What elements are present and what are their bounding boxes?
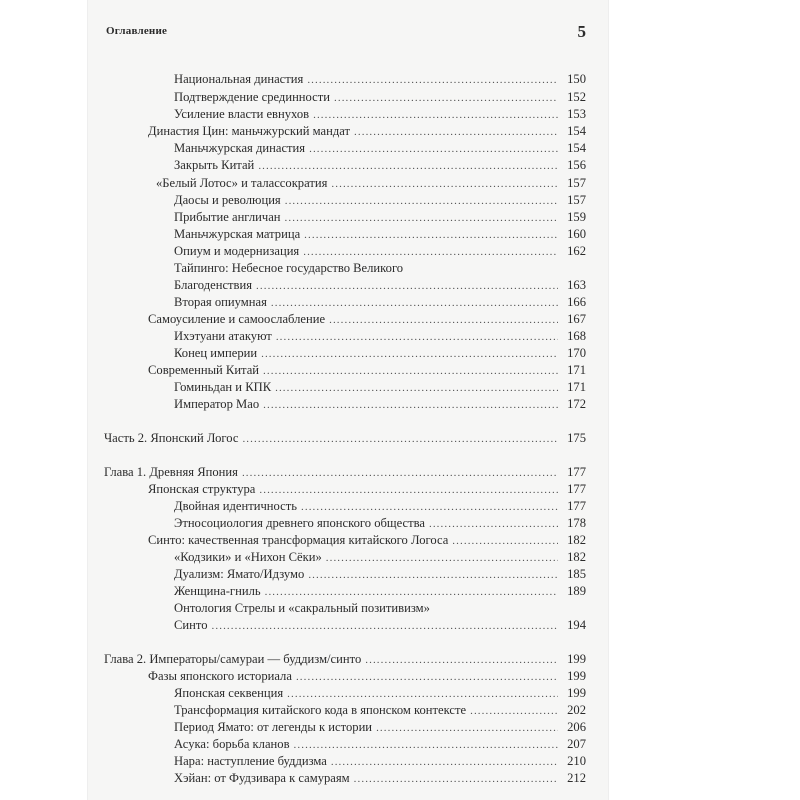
- toc-entry-title: Трансформация китайского кода в японском контексте: [174, 703, 467, 717]
- toc-leader: [294, 737, 558, 753]
- toc-entry: [174, 736, 586, 753]
- toc-entry-title: Этносоциология древнего японского общества: [174, 516, 425, 530]
- toc-entry: [148, 123, 586, 140]
- toc-entry-title: Маньчжурская династия: [174, 141, 306, 155]
- toc-leader: [212, 618, 558, 634]
- toc-entry: [174, 226, 586, 243]
- toc-entry-page: 207: [567, 737, 586, 751]
- toc-entry: [174, 600, 586, 616]
- toc-entry: [174, 583, 586, 600]
- toc-entry: [174, 515, 586, 532]
- toc-entry: [174, 260, 586, 276]
- toc-entry-title: Закрыть Китай: [174, 158, 255, 172]
- toc-entry-page: 160: [567, 227, 586, 241]
- toc-entry-title: Онтология Стрелы и «сакральный позитивизм»: [174, 601, 430, 615]
- toc-leader: [301, 499, 558, 515]
- toc-entry-page: 154: [567, 141, 586, 155]
- toc-entry-page: 206: [567, 720, 586, 734]
- toc-entry-title: Конец империи: [174, 346, 258, 360]
- toc-entry-page: 189: [567, 584, 586, 598]
- toc-leader: [256, 278, 558, 294]
- toc-entry: [148, 362, 586, 379]
- toc-entry-page: 212: [567, 771, 586, 785]
- toc-entry-page: 171: [567, 363, 586, 377]
- toc-entry: [174, 719, 586, 736]
- toc-chapter-entry: [104, 464, 586, 481]
- toc-leader: [452, 533, 558, 549]
- toc-leader: [263, 363, 558, 379]
- toc-leader: [326, 550, 558, 566]
- toc-entry-page: 157: [567, 193, 586, 207]
- toc-entry: [156, 175, 586, 192]
- toc-leader: [259, 482, 558, 498]
- toc-entry-title: Вторая опиумная: [174, 295, 267, 309]
- toc-entry-title: Японская секвенция: [174, 686, 284, 700]
- toc-entry-page: 182: [567, 550, 586, 564]
- toc-entry-page: 194: [567, 618, 586, 632]
- toc-entry: [148, 532, 586, 549]
- toc-entry: [174, 753, 586, 770]
- toc-leader: [263, 397, 558, 413]
- toc-entry: [174, 345, 586, 362]
- toc-leader: [258, 158, 558, 174]
- toc-entry-title: Японская структура: [148, 482, 256, 496]
- toc-entry: [174, 379, 586, 396]
- toc-entry-page: 171: [567, 380, 586, 394]
- toc-leader: [376, 720, 558, 736]
- toc-entry-page: 166: [567, 295, 586, 309]
- toc-entry-title: Глава 2. Императоры/самураи — буддизм/синто: [104, 652, 362, 666]
- toc-entry: [174, 71, 586, 88]
- toc-entry-title: Усиление власти евнухов: [174, 107, 310, 121]
- toc-entry-title: Нара: наступление буддизма: [174, 754, 327, 768]
- toc-entry: [174, 685, 586, 702]
- toc-entry-title: Современный Китай: [148, 363, 260, 377]
- toc-leader: [334, 90, 558, 106]
- toc-entry-title: Гоминьдан и КПК: [174, 380, 272, 394]
- toc-leader: [285, 193, 558, 209]
- toc-leader: [331, 176, 558, 192]
- toc-entry-title: Фазы японского историала: [148, 669, 292, 683]
- toc-entry-page: 177: [567, 499, 586, 513]
- toc-leader: [242, 465, 558, 481]
- toc-entry: [174, 106, 586, 123]
- toc-entry: [174, 277, 586, 294]
- toc-entry-page: 210: [567, 754, 586, 768]
- toc-entry-title: Асука: борьба кланов: [174, 737, 290, 751]
- toc-entry-page: 167: [567, 312, 586, 326]
- toc-leader: [276, 329, 558, 345]
- toc-leader: [354, 771, 558, 787]
- toc-leader: [307, 72, 558, 88]
- page-number: 5: [577, 22, 586, 41]
- toc-entry-page: 152: [567, 90, 586, 104]
- toc-leader: [365, 652, 558, 668]
- toc-entry-title: Прибытие англичан: [174, 210, 281, 224]
- toc-entry-title: Хэйан: от Фудзивара к самураям: [174, 771, 350, 785]
- toc-leader: [470, 703, 558, 719]
- toc-entry: [148, 311, 586, 328]
- toc-leader: [285, 210, 558, 226]
- toc-entry-title: «Белый Лотос» и талассократия: [156, 176, 328, 190]
- toc-entry-page: 185: [567, 567, 586, 581]
- toc-entry-page: 154: [567, 124, 586, 138]
- toc-entry: [174, 566, 586, 583]
- toc-entry-page: 199: [567, 652, 586, 666]
- toc-leader: [265, 584, 558, 600]
- toc-entry: [174, 702, 586, 719]
- toc-entry: [174, 140, 586, 157]
- toc-entry: [148, 668, 586, 685]
- toc-entry-title: Опиум и модернизация: [174, 244, 300, 258]
- toc-entry: [174, 157, 586, 174]
- toc-entry: [148, 481, 586, 498]
- toc-leader: [329, 312, 558, 328]
- toc-entry-page: 172: [567, 397, 586, 411]
- toc-entry-title: Национальная династия: [174, 72, 304, 86]
- running-head: Оглавление: [106, 25, 168, 37]
- toc-entry-title: Синто: [174, 618, 208, 632]
- toc-entry-title: Ихэтуани атакуют: [174, 329, 272, 343]
- toc-entry-page: 153: [567, 107, 586, 121]
- toc-leader: [304, 227, 558, 243]
- toc-entry-page: 199: [567, 686, 586, 700]
- toc-leader: [429, 516, 558, 532]
- toc-entry-title: Женщина-гниль: [174, 584, 261, 598]
- toc-entry-page: 150: [567, 72, 586, 86]
- page-header: [106, 22, 586, 46]
- toc-entry: [174, 396, 586, 413]
- toc-entry-page: 170: [567, 346, 586, 360]
- book-page: [88, 0, 608, 800]
- toc-entry-title: Самоусиление и самоослабление: [148, 312, 326, 326]
- toc-entry: [174, 209, 586, 226]
- toc-entry-title: Даосы и революция: [174, 193, 281, 207]
- toc-entry: [174, 498, 586, 515]
- toc-entry-title: Дуализм: Ямато/Идзумо: [174, 567, 305, 581]
- toc-entry: [174, 243, 586, 260]
- toc-entry-page: 202: [567, 703, 586, 717]
- toc-leader: [242, 431, 558, 447]
- toc-entry-title: Часть 2. Японский Логос: [104, 431, 239, 445]
- toc-entry: [174, 770, 586, 787]
- toc-entry-title: Двойная идентичность: [174, 499, 297, 513]
- toc-chapter-entry: [104, 651, 586, 668]
- toc-entry: [174, 549, 586, 566]
- toc-entry-page: 156: [567, 158, 586, 172]
- toc-leader: [303, 244, 558, 260]
- toc-entry-page: 177: [567, 465, 586, 479]
- toc-leader: [331, 754, 558, 770]
- toc-leader: [271, 295, 558, 311]
- toc-part-entry: [104, 430, 586, 447]
- toc-entry-title: Тайпинго: Небесное государство Великого: [174, 261, 404, 275]
- toc-leader: [296, 669, 558, 685]
- toc-entry: [174, 617, 586, 634]
- toc-entry-page: 163: [567, 278, 586, 292]
- toc-leader: [275, 380, 558, 396]
- toc-leader: [313, 107, 558, 123]
- toc-entry: [174, 192, 586, 209]
- toc-entry-page: 182: [567, 533, 586, 547]
- toc-leader: [287, 686, 558, 702]
- toc-entry-page: 199: [567, 669, 586, 683]
- toc-entry-page: 177: [567, 482, 586, 496]
- toc-leader: [309, 141, 558, 157]
- toc-entry-page: 178: [567, 516, 586, 530]
- toc-entry-title: «Кодзики» и «Нихон Сёки»: [174, 550, 322, 564]
- toc-entry-title: Император Мао: [174, 397, 260, 411]
- toc-entry-page: 168: [567, 329, 586, 343]
- toc-entry-title: Маньчжурская матрица: [174, 227, 301, 241]
- toc-leader: [261, 346, 558, 362]
- toc-entry: [174, 294, 586, 311]
- toc-entry-page: 157: [567, 176, 586, 190]
- toc-entry-page: 159: [567, 210, 586, 224]
- toc-entry-title: Династия Цин: маньчжурский мандат: [148, 124, 351, 138]
- toc-leader: [354, 124, 558, 140]
- toc-entry-title: Подтверждение срединности: [174, 90, 330, 104]
- toc-entry-page: 175: [567, 431, 586, 445]
- toc-entry: [174, 89, 586, 106]
- toc-entry-page: 162: [567, 244, 586, 258]
- toc-leader: [308, 567, 558, 583]
- toc-entry-title: Глава 1. Древняя Япония: [104, 465, 238, 479]
- toc-entry: [174, 328, 586, 345]
- toc-entry-title: Синто: качественная трансформация китайского Логоса: [148, 533, 449, 547]
- toc-entry-title: Период Ямато: от легенды к истории: [174, 720, 373, 734]
- toc-entry-title: Благоденствия: [174, 278, 253, 292]
